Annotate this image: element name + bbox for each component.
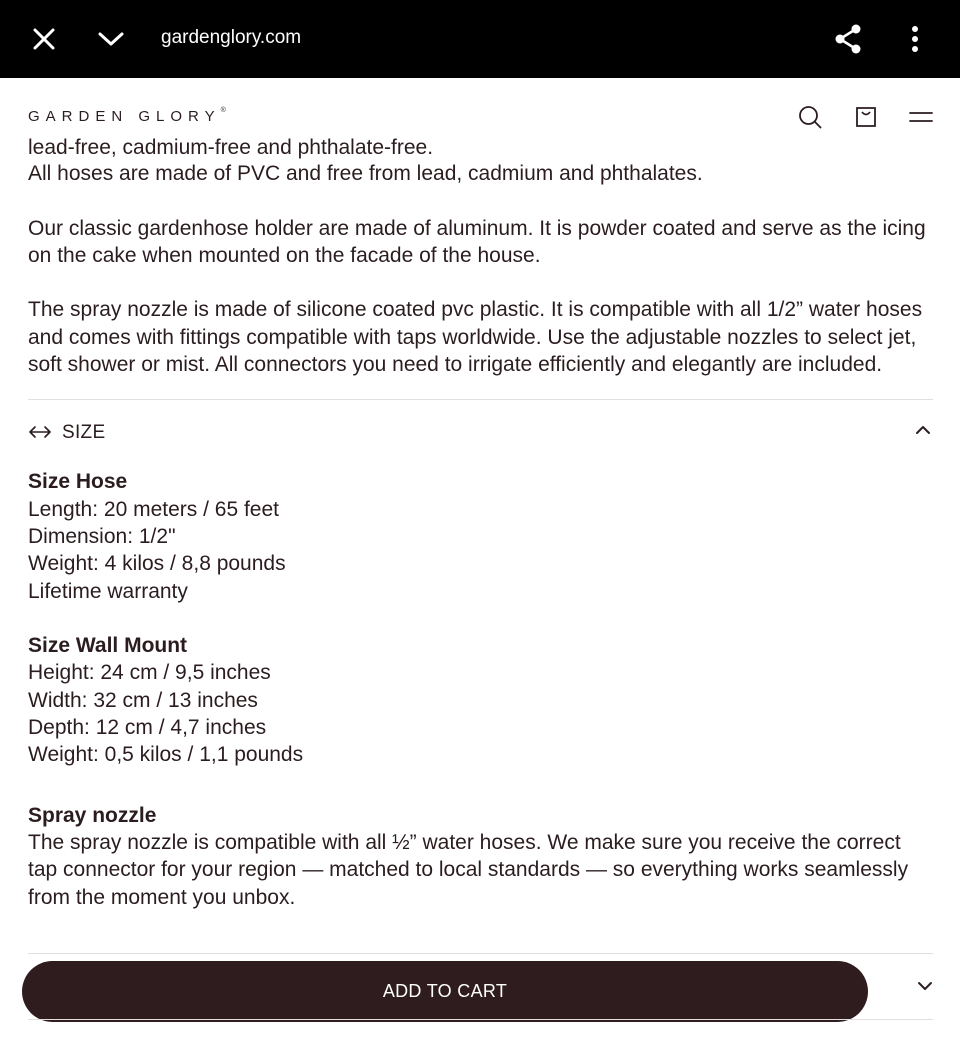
bag-icon[interactable] xyxy=(849,100,883,134)
share-icon[interactable] xyxy=(828,19,868,59)
spec-line: Height: 24 cm / 9,5 inches xyxy=(28,661,271,685)
menu-icon[interactable] xyxy=(904,100,938,134)
chevron-up-icon[interactable] xyxy=(913,420,933,440)
registered-mark: ® xyxy=(220,107,226,114)
size-accordion-title: SIZE xyxy=(62,421,106,443)
spec-line: Weight: 0,5 kilos / 1,1 pounds xyxy=(28,743,304,767)
description-paragraph: All hoses are made of PVC and free from lead, cadmium and phthalates. xyxy=(28,162,703,185)
logo-text: GARDEN GLORY xyxy=(28,108,221,125)
spec-line: Dimension: 1/2" xyxy=(28,524,176,548)
size-accordion-header[interactable] xyxy=(28,400,933,464)
browser-toolbar xyxy=(0,0,960,78)
size-hose-title: Size Hose xyxy=(28,470,128,494)
cut-off-line: lead-free, cadmium-free and phthalate-free. xyxy=(28,136,434,159)
description-paragraph: Our classic gardenhose holder are made of aluminum. It is powder coated and serve as the icing on the cake when mounted on the facade of the house. xyxy=(28,216,926,267)
more-options-icon[interactable] xyxy=(895,19,935,59)
url-text[interactable]: gardenglory.com xyxy=(161,27,302,48)
spec-line: Width: 32 cm / 13 inches xyxy=(28,688,258,712)
horizontal-arrows-icon xyxy=(28,423,52,441)
size-content xyxy=(28,464,933,910)
description-paragraph: The spray nozzle is made of silicone coated pvc plastic. It is compatible with all 1/2” water hoses and comes with fittings compatible with taps worldwide. Use the adjustable nozzles to select jet, soft shower or mist. All connectors you need to irrigate efficiently and elegantly are included. xyxy=(28,298,923,377)
spec-line: Weight: 4 kilos / 8,8 pounds xyxy=(28,552,286,576)
size-wall-mount-title: Size Wall Mount xyxy=(28,634,188,658)
divider xyxy=(28,1019,933,1020)
close-icon[interactable] xyxy=(24,19,64,59)
chevron-down-icon[interactable] xyxy=(914,975,936,997)
divider xyxy=(28,953,933,954)
brand-logo[interactable] xyxy=(28,108,226,125)
add-to-cart-button[interactable]: ADD TO CART xyxy=(22,961,868,1022)
spec-line: Lifetime warranty xyxy=(28,579,188,603)
search-icon[interactable] xyxy=(793,100,827,134)
spec-line: Depth: 12 cm / 4,7 inches xyxy=(28,716,267,740)
product-details xyxy=(28,136,933,911)
chevron-down-icon[interactable] xyxy=(91,19,131,59)
spray-nozzle-title: Spray nozzle xyxy=(28,803,157,827)
spec-line: Length: 20 meters / 65 feet xyxy=(28,497,279,521)
spray-nozzle-text: The spray nozzle is compatible with all ½” water hoses. We make sure you receive the correct tap connector for your region — matched to local standards — so everything works seamlessly from the moment you unbox. xyxy=(28,830,909,909)
